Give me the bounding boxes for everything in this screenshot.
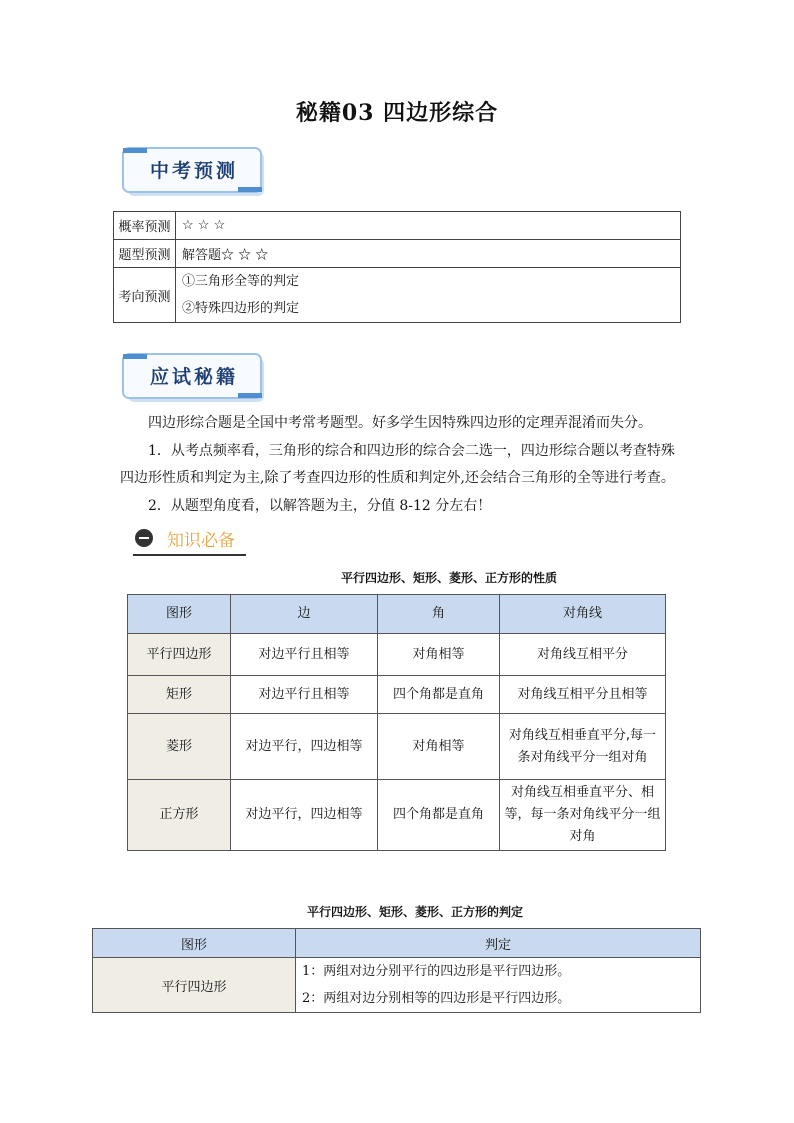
table-cell: 对边平行且相等 [231,676,378,714]
table-cell: 对角线互相垂直平分,每一条对角线平分一组对角 [500,714,666,780]
column-header: 边 [231,595,378,634]
table-cell: 平行四边形 [93,958,296,1013]
banner-title: 应试秘籍 [149,366,238,388]
table-row [114,240,681,268]
table-header-row [128,595,666,634]
table-cell: 对边平行，四边相等 [231,780,378,851]
table-cell: 对角线互相平分 [500,634,666,676]
table-row [93,958,701,1013]
list-item: 2：两组对边分别相等的四边形是平行四边形。 [302,991,571,1006]
table-row [114,268,681,323]
judgement-table [92,928,701,1013]
page-title: 秘籍03 四边形综合 [295,100,499,126]
intro-paragraph: 2．从题型角度看，以解答题为主，分值 8-12 分左右！ [148,498,492,514]
table-cell: 对边平行，四边相等 [231,714,378,780]
row-value: 解答题☆ ☆ ☆ [176,240,681,268]
table-cell: 对角线互相平分且相等 [500,676,666,714]
table-row [114,212,681,240]
table-header-row [93,929,701,958]
table-row [128,714,666,780]
intro-paragraph: 四边形综合题是全国中考常考题型。好多学生因特殊四边形的定理弄混淆而失分。 [148,415,652,431]
list-item: ②特殊四边形的判定 [182,301,300,316]
table-cell: 菱形 [128,714,231,780]
table-cell: 对角线互相垂直平分、相等，每一条对角线平分一组对角 [500,780,666,851]
banner-title: 中考预测 [149,160,238,182]
column-header: 角 [378,595,500,634]
row-label: 题型预测 [114,240,176,268]
table-cell: 正方形 [128,780,231,851]
minus-circle-icon [135,529,153,547]
table-cell: 四个角都是直角 [378,676,500,714]
table-cell: 矩形 [128,676,231,714]
table-cell: 对边平行且相等 [231,634,378,676]
table-cell: 对角相等 [378,714,500,780]
knowledge-heading [133,526,246,556]
table-cell: 四个角都是直角 [378,780,500,851]
list-item: ①三角形全等的判定 [182,274,300,289]
column-header: 判定 [296,929,701,958]
forecast-table [113,211,681,323]
table-caption: 平行四边形、矩形、菱形、正方形的性质 [340,571,557,585]
section-banner-tips [120,352,268,406]
table-cell: 对角相等 [378,634,500,676]
intro-paragraph: 1．从考点频率看，三角形的综合和四边形的综合会二选一，四边形综合题以考查特殊四边形性质和判定为主,除了考查四边形的性质和判定外,还会结合三角形的全等进行考查。 [120,443,675,486]
column-header: 图形 [93,929,296,958]
table-cell: 平行四边形 [128,634,231,676]
row-label: 概率预测 [114,212,176,240]
table-row [128,634,666,676]
table-row [128,780,666,851]
table-cell [296,958,701,1013]
section-banner-forecast [120,146,268,200]
row-value: ☆ ☆ ☆ [176,212,681,240]
table-row [128,676,666,714]
list-item: 1：两组对边分别平行的四边形是平行四边形。 [302,964,571,979]
column-header: 图形 [128,595,231,634]
properties-table [127,594,666,851]
row-value [176,268,681,323]
column-header: 对角线 [500,595,666,634]
knowledge-title: 知识必备 [167,531,235,551]
row-label: 考向预测 [114,268,176,323]
table-caption: 平行四边形、矩形、菱形、正方形的判定 [306,905,523,919]
